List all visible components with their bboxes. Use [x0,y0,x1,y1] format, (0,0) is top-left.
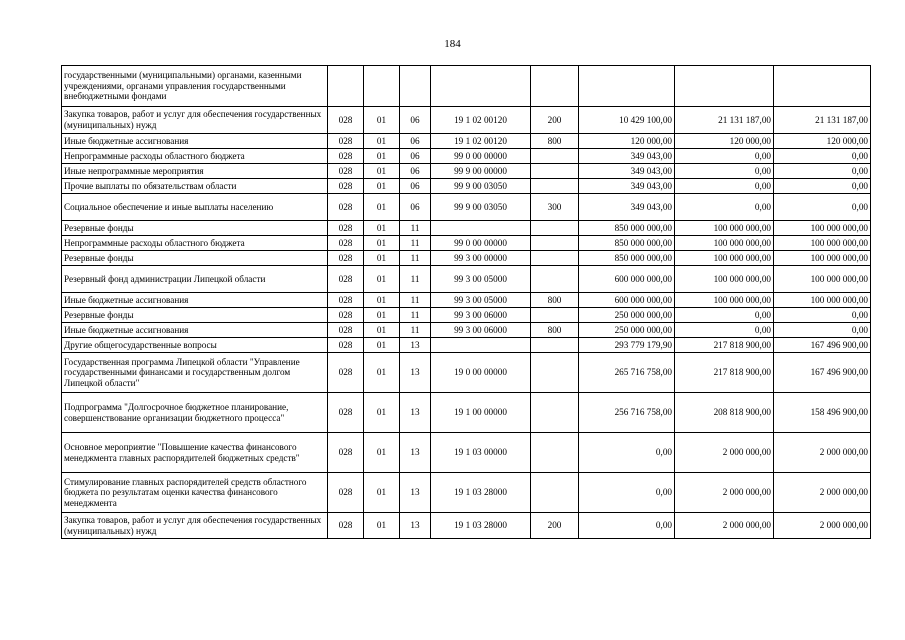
subsection-code: 11 [400,293,431,308]
table-row [62,66,871,107]
table-row [62,393,871,433]
amount-year-2: 217 818 900,00 [675,353,774,393]
amount-year-2: 100 000 000,00 [675,221,774,236]
amount-year-1: 349 043,00 [579,149,675,164]
row-name: Другие общегосударственные вопросы [62,338,328,353]
table-row [62,221,871,236]
ved-code: 028 [328,473,364,513]
ved-code: 028 [328,236,364,251]
amount-year-1 [579,66,675,107]
expense-type-code: 800 [531,134,579,149]
row-name: Иные бюджетные ассигнования [62,323,328,338]
expense-type-code: 200 [531,513,579,539]
ved-code: 028 [328,251,364,266]
table-row [62,107,871,134]
subsection-code: 13 [400,433,431,473]
subsection-code: 13 [400,338,431,353]
section-code: 01 [364,513,400,539]
row-name: Социальное обеспечение и иные выплаты населению [62,194,328,221]
target-article-code: 99 0 00 00000 [431,149,531,164]
amount-year-3: 0,00 [774,194,871,221]
expense-type-code [531,473,579,513]
table-row [62,266,871,293]
section-code: 01 [364,266,400,293]
amount-year-1: 850 000 000,00 [579,221,675,236]
expense-type-code [531,149,579,164]
row-name: Резервный фонд администрации Липецкой области [62,266,328,293]
subsection-code: 13 [400,353,431,393]
target-article-code: 19 1 00 00000 [431,393,531,433]
section-code: 01 [364,308,400,323]
row-name: Подпрограмма "Долгосрочное бюджетное планирование, совершенствование организации бюджетного процесса" [62,393,328,433]
row-name: Непрограммные расходы областного бюджета [62,236,328,251]
row-name: Прочие выплаты по обязательствам области [62,179,328,194]
subsection-code: 06 [400,194,431,221]
subsection-code: 06 [400,149,431,164]
amount-year-3: 2 000 000,00 [774,433,871,473]
target-article-code: 99 3 00 05000 [431,266,531,293]
table-row [62,134,871,149]
expense-type-code [531,66,579,107]
amount-year-2: 2 000 000,00 [675,513,774,539]
amount-year-1: 0,00 [579,433,675,473]
ved-code: 028 [328,149,364,164]
amount-year-1: 250 000 000,00 [579,323,675,338]
section-code: 01 [364,338,400,353]
target-article-code: 99 3 00 00000 [431,251,531,266]
table-row [62,353,871,393]
amount-year-3: 120 000,00 [774,134,871,149]
row-name: Непрограммные расходы областного бюджета [62,149,328,164]
table-row [62,164,871,179]
amount-year-3: 21 131 187,00 [774,107,871,134]
expense-type-code: 300 [531,194,579,221]
amount-year-1: 256 716 758,00 [579,393,675,433]
target-article-code: 19 1 02 00120 [431,107,531,134]
section-code: 01 [364,433,400,473]
amount-year-3: 0,00 [774,164,871,179]
table-row [62,308,871,323]
subsection-code [400,66,431,107]
section-code: 01 [364,251,400,266]
ved-code: 028 [328,338,364,353]
expense-type-code: 800 [531,323,579,338]
ved-code: 028 [328,164,364,179]
section-code: 01 [364,164,400,179]
amount-year-2: 100 000 000,00 [675,251,774,266]
row-name: Резервные фонды [62,308,328,323]
section-code: 01 [364,134,400,149]
subsection-code: 11 [400,236,431,251]
expense-type-code: 800 [531,293,579,308]
section-code: 01 [364,473,400,513]
amount-year-2: 0,00 [675,308,774,323]
amount-year-1: 349 043,00 [579,194,675,221]
amount-year-1: 0,00 [579,513,675,539]
expense-type-code [531,433,579,473]
amount-year-2: 100 000 000,00 [675,236,774,251]
amount-year-2: 21 131 187,00 [675,107,774,134]
amount-year-1: 250 000 000,00 [579,308,675,323]
section-code: 01 [364,293,400,308]
table-row [62,293,871,308]
row-name: Закупка товаров, работ и услуг для обеспечения государственных (муниципальных) нужд [62,513,328,539]
ved-code: 028 [328,393,364,433]
target-article-code: 99 3 00 06000 [431,323,531,338]
amount-year-2: 120 000,00 [675,134,774,149]
section-code: 01 [364,323,400,338]
ved-code: 028 [328,323,364,338]
table-row [62,149,871,164]
amount-year-2: 208 818 900,00 [675,393,774,433]
amount-year-3: 158 496 900,00 [774,393,871,433]
subsection-code: 06 [400,164,431,179]
amount-year-1: 0,00 [579,473,675,513]
amount-year-1: 850 000 000,00 [579,236,675,251]
section-code: 01 [364,393,400,433]
expense-type-code: 200 [531,107,579,134]
amount-year-2: 0,00 [675,164,774,179]
target-article-code: 19 0 00 00000 [431,353,531,393]
ved-code: 028 [328,293,364,308]
amount-year-3: 0,00 [774,323,871,338]
amount-year-1: 850 000 000,00 [579,251,675,266]
amount-year-3: 2 000 000,00 [774,513,871,539]
ved-code: 028 [328,513,364,539]
amount-year-1: 10 429 100,00 [579,107,675,134]
section-code: 01 [364,194,400,221]
amount-year-1: 600 000 000,00 [579,266,675,293]
amount-year-3: 0,00 [774,308,871,323]
ved-code: 028 [328,134,364,149]
target-article-code: 19 1 03 28000 [431,473,531,513]
amount-year-1: 265 716 758,00 [579,353,675,393]
ved-code: 028 [328,194,364,221]
amount-year-2: 2 000 000,00 [675,473,774,513]
ved-code: 028 [328,221,364,236]
row-name: Иные непрограммные мероприятия [62,164,328,179]
subsection-code: 13 [400,473,431,513]
subsection-code: 06 [400,107,431,134]
ved-code: 028 [328,179,364,194]
section-code: 01 [364,221,400,236]
ved-code: 028 [328,266,364,293]
target-article-code: 99 9 00 00000 [431,164,531,179]
section-code: 01 [364,149,400,164]
amount-year-2: 0,00 [675,194,774,221]
section-code: 01 [364,353,400,393]
row-name: Иные бюджетные ассигнования [62,293,328,308]
target-article-code: 99 0 00 00000 [431,236,531,251]
amount-year-1: 349 043,00 [579,164,675,179]
table-row [62,251,871,266]
table-row [62,323,871,338]
subsection-code: 11 [400,323,431,338]
expense-type-code [531,308,579,323]
amount-year-3: 100 000 000,00 [774,236,871,251]
target-article-code: 99 9 00 03050 [431,179,531,194]
row-name: Государственная программа Липецкой области "Управление государственными финансами и государственным долгом Липецкой области" [62,353,328,393]
amount-year-2: 0,00 [675,323,774,338]
amount-year-3: 100 000 000,00 [774,266,871,293]
amount-year-3: 100 000 000,00 [774,251,871,266]
expense-type-code [531,164,579,179]
amount-year-2: 100 000 000,00 [675,293,774,308]
amount-year-1: 120 000,00 [579,134,675,149]
subsection-code: 11 [400,251,431,266]
section-code: 01 [364,236,400,251]
amount-year-1: 293 779 179,90 [579,338,675,353]
target-article-code: 99 3 00 05000 [431,293,531,308]
expense-type-code [531,338,579,353]
amount-year-2: 100 000 000,00 [675,266,774,293]
target-article-code: 19 1 02 00120 [431,134,531,149]
target-article-code: 19 1 03 00000 [431,433,531,473]
subsection-code: 11 [400,308,431,323]
target-article-code: 99 3 00 06000 [431,308,531,323]
subsection-code: 06 [400,134,431,149]
ved-code: 028 [328,433,364,473]
row-name: Резервные фонды [62,221,328,236]
ved-code: 028 [328,107,364,134]
row-name: Закупка товаров, работ и услуг для обеспечения государственных (муниципальных) нужд [62,107,328,134]
amount-year-1: 600 000 000,00 [579,293,675,308]
ved-code [328,66,364,107]
budget-table [61,65,871,539]
amount-year-3: 167 496 900,00 [774,353,871,393]
row-name: Стимулирование главных распорядителей средств областного бюджета по результатам оценки качества финансового менеджмента [62,473,328,513]
table-row [62,513,871,539]
target-article-code [431,338,531,353]
table-row [62,473,871,513]
amount-year-2 [675,66,774,107]
amount-year-2: 0,00 [675,149,774,164]
subsection-code: 11 [400,266,431,293]
amount-year-2: 2 000 000,00 [675,433,774,473]
expense-type-code [531,251,579,266]
row-name: Основное мероприятие "Повышение качества финансового менеджмента главных распорядителей бюджетных средств" [62,433,328,473]
table-row [62,433,871,473]
amount-year-3: 0,00 [774,179,871,194]
page-number: 184 [444,38,461,50]
target-article-code: 99 9 00 03050 [431,194,531,221]
table-row [62,179,871,194]
amount-year-3 [774,66,871,107]
amount-year-1: 349 043,00 [579,179,675,194]
ved-code: 028 [328,308,364,323]
target-article-code [431,66,531,107]
amount-year-3: 2 000 000,00 [774,473,871,513]
section-code: 01 [364,179,400,194]
subsection-code: 13 [400,393,431,433]
amount-year-3: 100 000 000,00 [774,293,871,308]
expense-type-code [531,236,579,251]
ved-code: 028 [328,353,364,393]
target-article-code: 19 1 03 28000 [431,513,531,539]
table-row [62,194,871,221]
subsection-code: 13 [400,513,431,539]
table-row [62,236,871,251]
expense-type-code [531,266,579,293]
expense-type-code [531,393,579,433]
amount-year-3: 167 496 900,00 [774,338,871,353]
expense-type-code [531,353,579,393]
subsection-code: 11 [400,221,431,236]
section-code [364,66,400,107]
amount-year-2: 0,00 [675,179,774,194]
expense-type-code [531,221,579,236]
subsection-code: 06 [400,179,431,194]
target-article-code [431,221,531,236]
row-name: Резервные фонды [62,251,328,266]
row-name: Иные бюджетные ассигнования [62,134,328,149]
section-code: 01 [364,107,400,134]
expense-type-code [531,179,579,194]
row-name: государственными (муниципальными) органами, казенными учреждениями, органами управления государственными внебюджетными фондами [62,66,328,107]
amount-year-2: 217 818 900,00 [675,338,774,353]
amount-year-3: 0,00 [774,149,871,164]
amount-year-3: 100 000 000,00 [774,221,871,236]
table-row [62,338,871,353]
